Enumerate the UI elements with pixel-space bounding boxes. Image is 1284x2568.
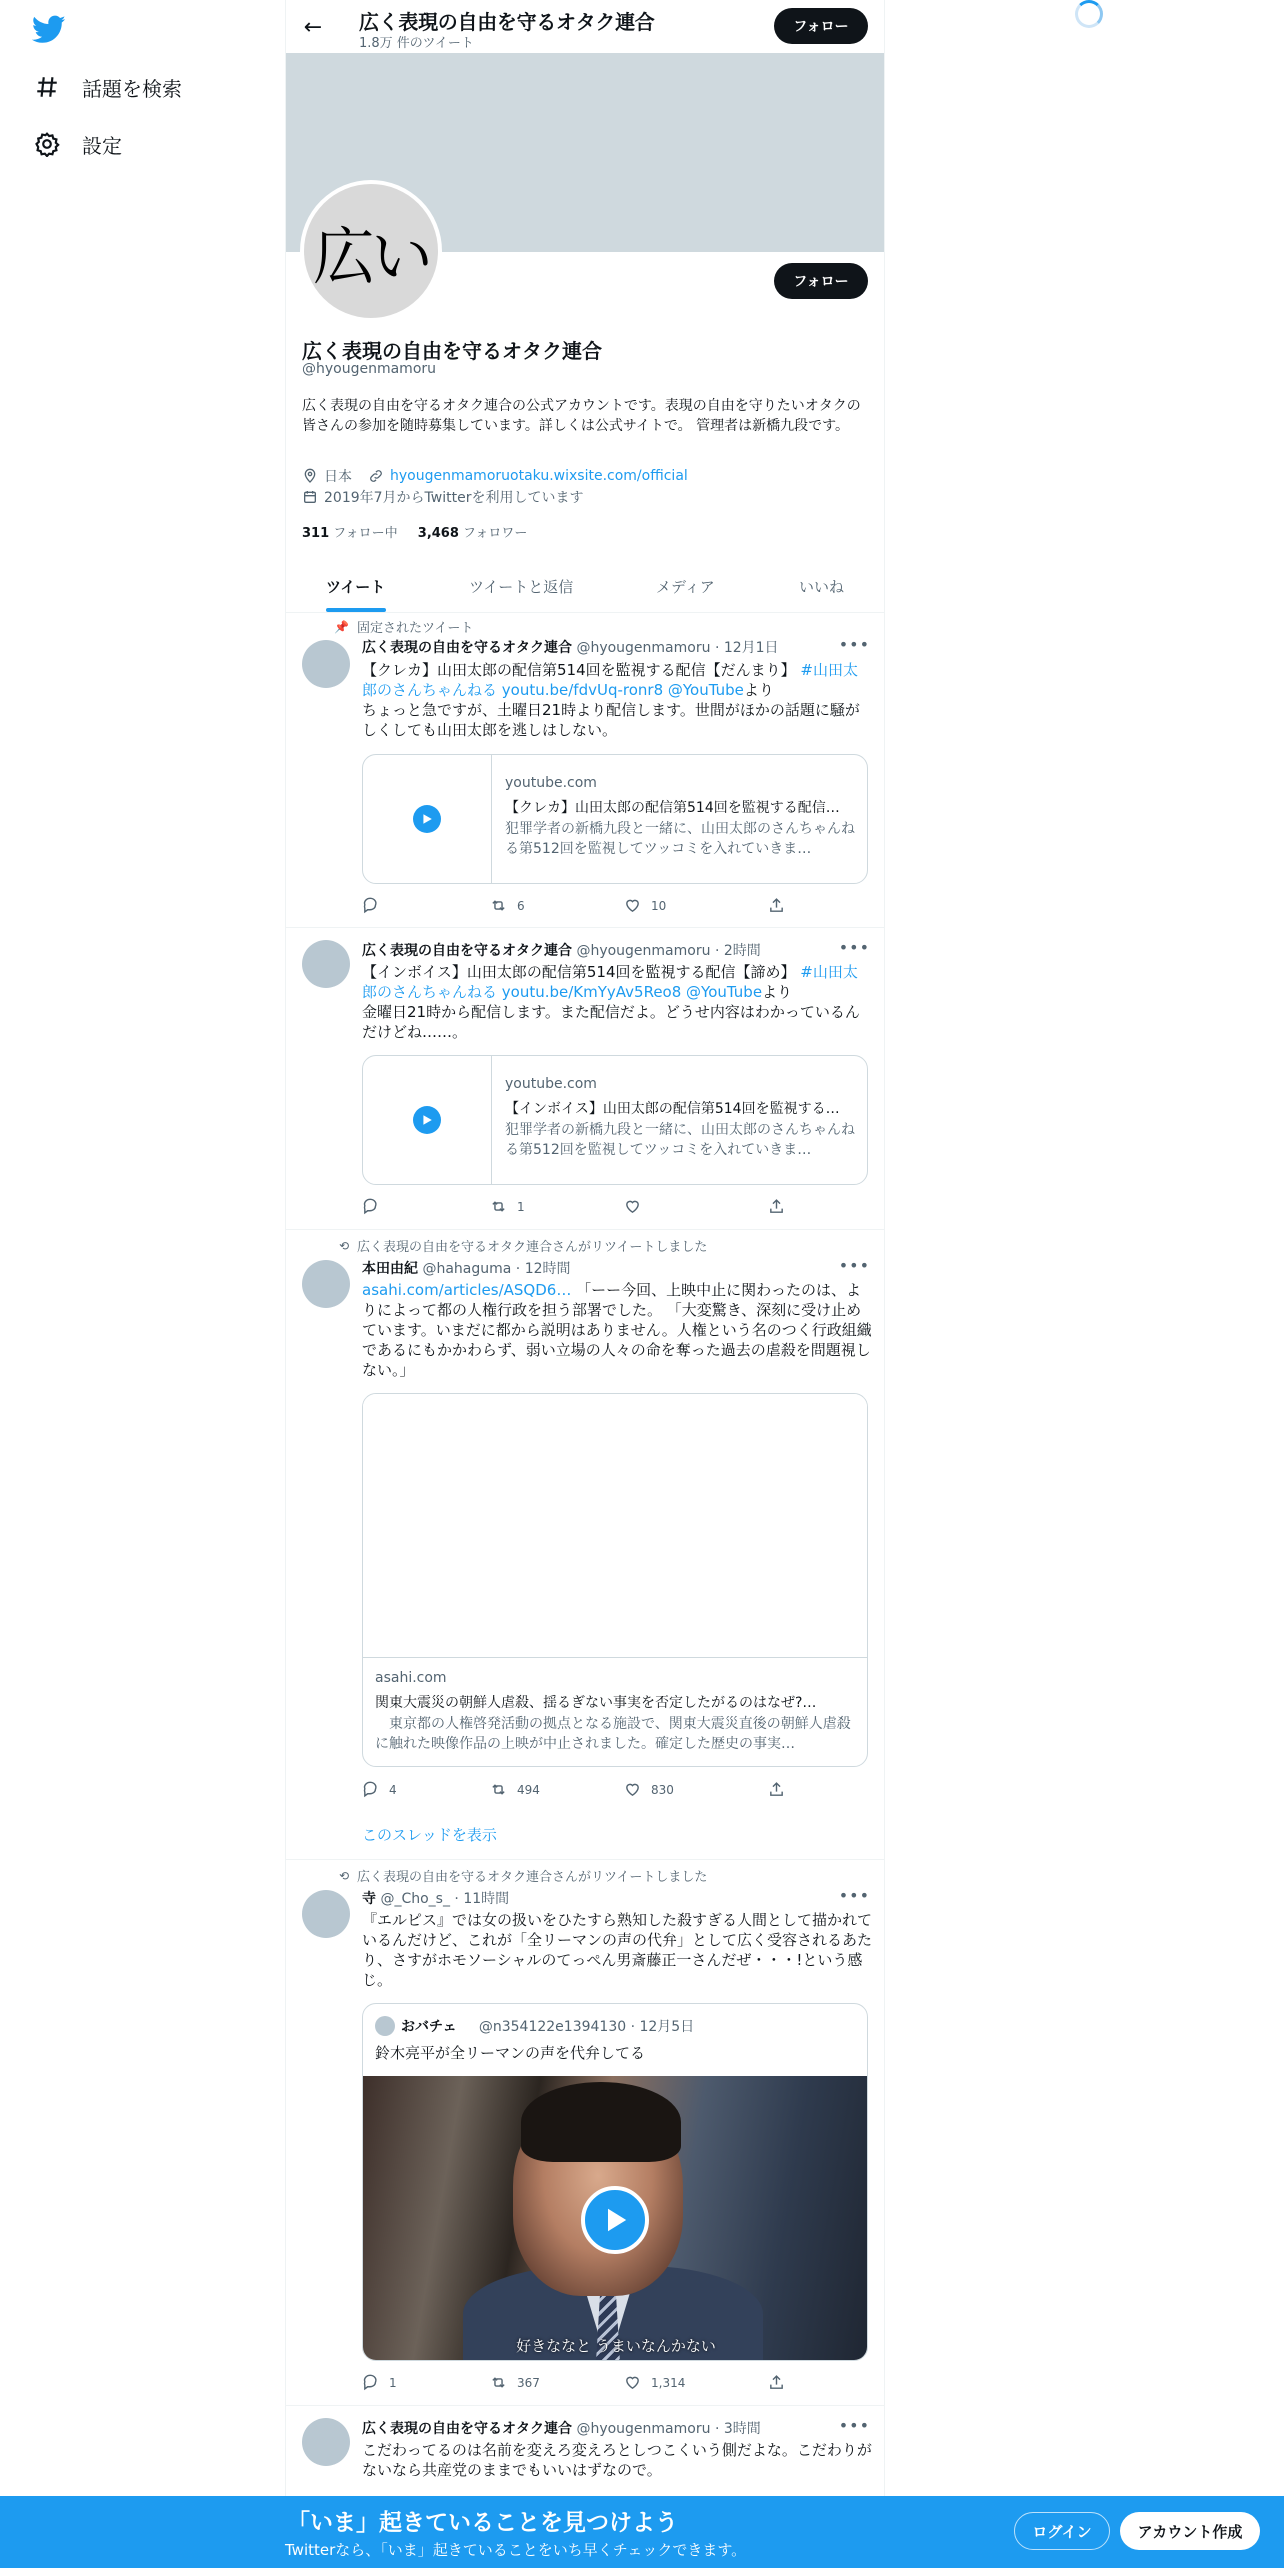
header-follow-button[interactable]: フォロー: [774, 8, 868, 44]
heart-icon: [624, 1198, 641, 1215]
play-icon: [413, 805, 441, 833]
tweet-time[interactable]: · 12月1日: [714, 640, 779, 656]
reply-button[interactable]: [362, 1198, 379, 1215]
quote-text: 鈴木亮平が全リーマンの声を代弁してる: [375, 2044, 646, 2062]
twitter-logo-icon[interactable]: [32, 12, 66, 46]
active-tab-indicator: [326, 608, 386, 612]
like-button[interactable]: [624, 1198, 641, 1215]
tweet-time[interactable]: · 3時間: [714, 2421, 761, 2437]
profile-location: 日本: [324, 469, 352, 485]
card-domain: asahi.com: [375, 1670, 447, 1686]
reply-button[interactable]: 1: [362, 2374, 397, 2391]
card-image: [363, 1394, 868, 1658]
reply-icon: [362, 1781, 379, 1798]
profile-follow-button[interactable]: フォロー: [774, 263, 868, 299]
share-icon: [768, 1198, 785, 1215]
back-arrow-icon[interactable]: ←: [303, 14, 323, 40]
profile-tabs: [286, 560, 885, 613]
header-title: 広く表現の自由を守るオタク連合: [359, 10, 655, 34]
quote-tweet[interactable]: [362, 2003, 868, 2361]
heart-icon: [624, 897, 641, 914]
loading-spinner-icon: [1075, 0, 1103, 28]
retweet-context-icon: ⟲: [338, 1868, 349, 1883]
tweet-link[interactable]: #山田太郎のさんちゃんねる youtu.be/fdvUq-ronr8 @YouTube: [362, 661, 858, 699]
nav-explore-label: 話題を検索: [82, 76, 182, 101]
main-column: [285, 0, 885, 2568]
link-card-large[interactable]: [362, 1393, 868, 1767]
link-icon: [368, 468, 384, 484]
more-options-icon[interactable]: •••: [838, 2416, 870, 2435]
reply-icon: [362, 1198, 379, 1215]
share-button[interactable]: [768, 897, 785, 914]
profile-handle: @hyougenmamoru: [302, 361, 437, 377]
tweet-author-handle[interactable]: @hyougenmamoru: [576, 943, 711, 959]
profile-avatar[interactable]: [300, 180, 442, 322]
share-icon: [768, 897, 785, 914]
location-pin-icon: [302, 468, 318, 484]
card-domain: youtube.com: [505, 1076, 597, 1092]
tweet-time[interactable]: · 12時間: [515, 1261, 571, 1277]
tweet-avatar[interactable]: [302, 1890, 350, 1938]
nav-settings-label: 設定: [82, 133, 122, 158]
card-title: 関東大震災の朝鮮人虐殺、揺るぎない事実を否定したがるのはなぜ?…: [375, 1695, 817, 1711]
tweet[interactable]: [286, 928, 885, 1230]
link-card[interactable]: [362, 1055, 868, 1185]
tweet-text: こだわってるのは名前を変えろ変えろとしつこくいう側だよな。こだわりがないなら共産党のままでもいいはずなので。: [362, 2441, 872, 2479]
quote-video[interactable]: [363, 2076, 868, 2360]
tweet-author-name[interactable]: 本田由紀: [362, 1261, 418, 1277]
tweet-avatar[interactable]: [302, 940, 350, 988]
retweet-context-icon: ⟲: [338, 1238, 349, 1253]
signup-prompt-bar: [0, 2496, 1284, 2568]
signup-button[interactable]: アカウント作成: [1120, 2512, 1260, 2550]
tweet-actions: [362, 897, 782, 917]
tweet-author-name[interactable]: 寺: [362, 1891, 376, 1907]
reply-button[interactable]: [362, 897, 379, 914]
tweet-time[interactable]: · 2時間: [714, 943, 761, 959]
gear-icon: [34, 131, 60, 157]
link-card[interactable]: [362, 754, 868, 884]
profile-joined-row: [302, 487, 583, 507]
tweet-actions: [362, 1198, 782, 1218]
tweet-author-handle[interactable]: @_Cho_s_: [380, 1891, 450, 1907]
share-button[interactable]: [768, 1781, 785, 1798]
card-title: 【クレカ】山田太郎の配信第514回を監視する配信…: [505, 800, 840, 816]
share-button[interactable]: [768, 1198, 785, 1215]
tweet-context: ⟲ 広く表現の自由を守るオタク連合さんがリツイートしました: [333, 1866, 707, 1885]
profile-meta-row: [302, 466, 688, 486]
tweet-header: [362, 940, 761, 960]
tweet-text: 【クレカ】山田太郎の配信第514回を監視する配信【だんまり】 #山田太郎のさんちゃんねる youtu.be/fdvUq-ronr8 @YouTubeより ちょっと急ですが、土曜日21時より配信します。世間がほかの話題に騒がしくしても山田太郎を逃しはしない。: [362, 661, 860, 739]
tweet-text: 【インボイス】山田太郎の配信第514回を監視する配信【諦め】 #山田太郎のさんちゃんねる youtu.be/KmYyAv5Reo8 @YouTubeより 金曜日21時から配信します。また配信だよ。どうせ内容はわかっているんだけどね……。: [362, 963, 860, 1041]
reply-icon: [362, 897, 379, 914]
tweet-link[interactable]: #山田太郎のさんちゃんねる youtu.be/KmYyAv5Reo8 @YouTube: [362, 963, 858, 1001]
tweet-context: ⟲ 広く表現の自由を守るオタク連合さんがリツイートしました: [333, 1236, 707, 1255]
video-play-icon[interactable]: [581, 2186, 649, 2254]
retweet-button[interactable]: 367: [490, 2374, 540, 2391]
retweet-button[interactable]: 1: [490, 1198, 525, 1215]
tweet-time[interactable]: · 11時間: [454, 1891, 510, 1907]
tweet-author-name[interactable]: 広く表現の自由を守るオタク連合: [362, 943, 572, 959]
profile-avatar-text: 広い: [304, 184, 438, 318]
profile-name: 広く表現の自由を守るオタク連合: [302, 339, 602, 363]
card-domain: youtube.com: [505, 775, 597, 791]
tweet-actions: [362, 1781, 782, 1801]
profile-bio: 広く表現の自由を守るオタク連合の公式アカウントです。表現の自由を守りたいオタクの皆さんの参加を随時募集しています。詳しくは公式サイトで。 管理者は新橋九段です。: [302, 398, 861, 434]
tweet-avatar[interactable]: [302, 640, 350, 688]
show-thread-link[interactable]: このスレッドを表示: [362, 1826, 497, 1844]
header-tweet-count: 1.8万 件のツイート: [359, 36, 474, 51]
reply-icon: [362, 2374, 379, 2391]
retweet-icon: [490, 1781, 507, 1798]
left-sidebar: [0, 0, 285, 2568]
calendar-icon: [302, 489, 318, 505]
share-icon: [768, 1781, 785, 1798]
retweet-icon: [490, 897, 507, 914]
play-icon: [413, 1106, 441, 1134]
share-button[interactable]: [768, 2374, 785, 2391]
signup-prompt-title: 「いま」起きていることを見つけよう: [287, 2510, 678, 2536]
tab-media[interactable]: メディア: [656, 578, 715, 596]
hashtag-icon: [34, 74, 60, 100]
tweet-author-handle[interactable]: @hahaguma: [422, 1261, 512, 1277]
tweet-header: [362, 1258, 571, 1278]
nav-settings[interactable]: [34, 124, 122, 164]
tweet-retweeted[interactable]: [286, 1230, 885, 1860]
card-thumbnail: [363, 1056, 492, 1184]
more-options-icon[interactable]: •••: [838, 938, 870, 957]
profile-website-link[interactable]: hyougenmamoruotaku.wixsite.com/official: [390, 468, 688, 484]
heart-icon: [624, 1781, 641, 1798]
nav-explore[interactable]: [34, 67, 182, 107]
video-frame-hair: [521, 2082, 681, 2162]
reply-button[interactable]: 4: [362, 1781, 397, 1798]
retweet-icon: [490, 1198, 507, 1215]
pin-icon: 📌: [334, 619, 349, 634]
retweet-icon: [490, 2374, 507, 2391]
quote-header: おバチェ @n354122e1394130 · 12月5日: [401, 2019, 695, 2035]
more-options-icon[interactable]: •••: [838, 1256, 870, 1275]
like-button[interactable]: 10: [624, 897, 666, 914]
like-button[interactable]: 1,314: [624, 2374, 685, 2391]
card-description: 犯罪学者の新橋九段と一緒に、山田太郎のさんちゃんねる第512回を監視してツッコミを入れていきま…: [505, 1122, 855, 1158]
tweet-avatar[interactable]: [302, 1260, 350, 1308]
tweet-header: [362, 2418, 761, 2438]
tweet-author-handle[interactable]: @hyougenmamoru: [576, 2421, 711, 2437]
tab-likes[interactable]: いいね: [799, 578, 845, 596]
login-button[interactable]: ログイン: [1014, 2512, 1110, 2550]
quote-avatar: [375, 2016, 395, 2036]
card-title: 【インボイス】山田太郎の配信第514回を監視する…: [505, 1101, 840, 1117]
tweet-header: [362, 1888, 509, 1908]
more-options-icon[interactable]: •••: [838, 635, 870, 654]
followers-link[interactable]: 3,468 フォロワー: [417, 526, 528, 541]
heart-icon: [624, 2374, 641, 2391]
tweet-author-handle[interactable]: @hyougenmamoru: [576, 640, 711, 656]
tweet-text: asahi.com/articles/ASQD6… 「ーー今回、上映中止に関わったのは、よりによって都の人権行政を担う部署でした。 「大変驚き、深刻に受け止めています。いまだに都から説明はありません。人権という名のつく行政組織であるにもかかわらず、弱い立場の人々の命を奪った過去の虐殺を問題視しない。」: [362, 1281, 872, 1379]
tweet-actions: [362, 2374, 782, 2394]
card-description: 犯罪学者の新橋九段と一緒に、山田太郎のさんちゃんねる第512回を監視してツッコミを入れていきま…: [505, 821, 855, 857]
more-options-icon[interactable]: •••: [838, 1886, 870, 1905]
tweet-context: 📌 固定されたツイート: [334, 619, 474, 636]
tweet-author-name[interactable]: 広く表現の自由を守るオタク連合: [362, 2421, 572, 2437]
video-caption: 好きななと うまいなんかない: [516, 2337, 716, 2355]
card-description: 東京都の人権啓発活動の拠点となる施設で、関東大震災直後の朝鮮人虐殺に触れた映像作品の上映が中止されました。確定した歴史の事実…: [375, 1716, 851, 1752]
tweet-text: 『エルピス』では女の扱いをひたすら熟知した殺すぎる人間として描かれているんだけど、これが「全リーマンの声の代弁」として広く受容されるあたり、さすがホモソーシャルのてっぺん男斎藤正一さんだぜ・・・!という感じ。: [362, 1911, 873, 1989]
retweet-button[interactable]: 494: [490, 1781, 540, 1798]
card-thumbnail: [363, 755, 492, 883]
profile-header-bar: [286, 0, 885, 53]
tweet-pinned[interactable]: [286, 613, 885, 928]
tweet-author-name[interactable]: 広く表現の自由を守るオタク連合: [362, 640, 572, 656]
signup-prompt-subtitle: Twitterなら、「いま」起きていることをいち早くチェックできます。: [285, 2541, 747, 2559]
share-icon: [768, 2374, 785, 2391]
tweet-avatar[interactable]: [302, 2418, 350, 2466]
tweet-retweeted[interactable]: [286, 1860, 885, 2406]
tab-tweets-and-replies[interactable]: ツイートと返信: [469, 578, 574, 596]
tweet-header: [362, 637, 779, 657]
profile-joined-date: 2019年7月からTwitterを利用しています: [324, 490, 584, 506]
tweet-link[interactable]: asahi.com/articles/ASQD6…: [362, 1281, 572, 1299]
following-link[interactable]: 311 フォロー中: [302, 526, 398, 541]
retweet-button[interactable]: 6: [490, 897, 525, 914]
like-button[interactable]: 830: [624, 1781, 674, 1798]
profile-follow-stats: [302, 522, 527, 541]
tab-tweets[interactable]: ツイート: [326, 578, 386, 596]
